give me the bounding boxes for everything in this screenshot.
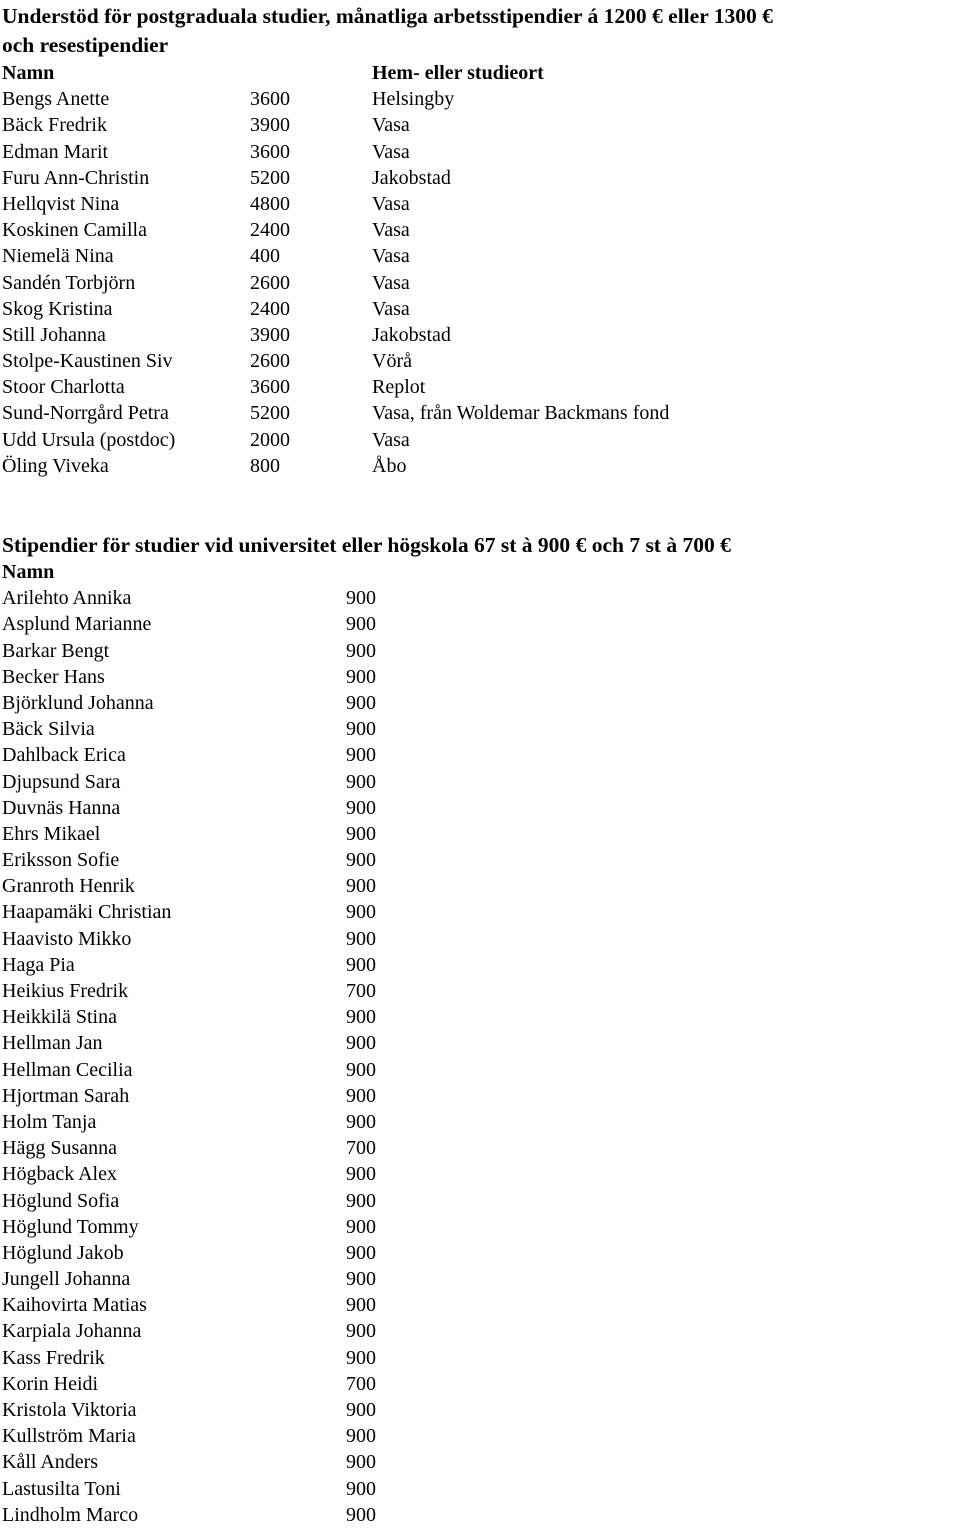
table-row [2, 322, 958, 348]
recipient-name: Kristola Viktoria [2, 1399, 137, 1421]
recipient-name: Djupsund Sara [2, 770, 121, 793]
stipend-amount: 900 [346, 796, 376, 819]
recipient-name: Jungell Johanna [2, 1268, 131, 1291]
table-row [2, 165, 958, 191]
table-row [2, 847, 958, 873]
home-place: Helsingby [372, 88, 455, 111]
home-place: Vasa, från Woldemar Backmans fond [372, 402, 670, 425]
recipient-name: Bengs Anette [2, 88, 110, 111]
recipient-name: Hägg Susanna [2, 1137, 117, 1160]
home-place: Vasa [372, 140, 410, 163]
stipend-amount: 5200 [250, 402, 290, 425]
table-row [2, 769, 958, 795]
table-row [2, 1004, 958, 1030]
stipend-amount: 900 [346, 744, 376, 767]
table-row [2, 1449, 958, 1475]
section2-list [2, 585, 958, 1528]
table-row [2, 86, 958, 112]
recipient-name: Bäck Silvia [2, 718, 95, 741]
table-row [2, 742, 958, 768]
header-name: Namn [2, 62, 55, 84]
recipient-name: Dahlback Erica [2, 744, 126, 767]
recipient-name: Heikkilä Stina [2, 1006, 117, 1029]
table-row [2, 1292, 958, 1318]
table-row [2, 1057, 958, 1083]
recipient-name: Udd Ursula (postdoc) [2, 428, 176, 451]
table-row [2, 638, 958, 664]
stipend-amount: 900 [346, 1320, 376, 1343]
table-row [2, 1345, 958, 1371]
table-row [2, 400, 958, 426]
stipend-amount: 900 [346, 953, 376, 976]
recipient-name: Korin Heidi [2, 1372, 99, 1395]
stipend-amount: 2400 [250, 219, 290, 242]
stipend-amount: 5200 [250, 166, 290, 189]
stipend-amount: 3600 [250, 376, 290, 399]
table-row [2, 112, 958, 138]
stipend-amount: 900 [346, 1110, 376, 1133]
stipend-amount: 900 [346, 665, 376, 688]
recipient-name: Asplund Marianne [2, 613, 152, 636]
stipend-amount: 900 [346, 718, 376, 741]
recipient-name: Holm Tanja [2, 1110, 97, 1133]
table-row [2, 873, 958, 899]
stipend-amount: 2000 [250, 428, 290, 451]
recipient-name: Hjortman Sarah [2, 1084, 130, 1107]
recipient-name: Höglund Tommy [2, 1215, 139, 1238]
table-row [2, 1161, 958, 1187]
table-row [2, 1318, 958, 1344]
recipient-name: Ehrs Mikael [2, 822, 101, 845]
stipend-amount: 2400 [250, 297, 290, 320]
table-row [2, 1371, 958, 1397]
stipend-amount: 900 [346, 927, 376, 950]
recipient-name: Eriksson Sofie [2, 849, 120, 872]
stipend-amount: 900 [346, 1425, 376, 1448]
section2-title-b: och 7 st à 700 [591, 533, 715, 557]
stipend-amount: 900 [346, 1477, 376, 1500]
recipient-name: Skog Kristina [2, 297, 113, 320]
home-place: Replot [372, 376, 426, 399]
stipend-amount: 900 [346, 1294, 376, 1317]
table-row [2, 1030, 958, 1056]
home-place: Vasa [372, 428, 410, 451]
stipend-amount: 4800 [250, 192, 290, 215]
recipient-name: Lindholm Marco [2, 1503, 139, 1526]
stipend-amount: 2600 [250, 350, 290, 373]
stipend-amount: 700 [346, 1137, 376, 1160]
recipient-name: Björklund Johanna [2, 691, 154, 714]
home-place: Vasa [372, 271, 410, 294]
stipend-amount: 900 [346, 639, 376, 662]
recipient-name: Stolpe-Kaustinen Siv [2, 350, 173, 373]
recipient-name: Högback Alex [2, 1163, 117, 1186]
recipient-name: Lastusilta Toni [2, 1477, 121, 1500]
recipient-name: Kass Fredrik [2, 1346, 105, 1369]
header-name: Namn [2, 561, 55, 583]
recipient-name: Bäck Fredrik [2, 114, 107, 137]
recipient-name: Kaihovirta Matias [2, 1294, 147, 1317]
table-row [2, 1135, 958, 1161]
stipend-amount: 900 [346, 1503, 376, 1526]
home-place: Vasa [372, 245, 410, 268]
table-row [2, 952, 958, 978]
recipient-name: Karpiala Johanna [2, 1320, 142, 1343]
stipend-amount: 900 [346, 849, 376, 872]
table-row [2, 1083, 958, 1109]
home-place: Jakobstad [372, 323, 451, 346]
recipient-name: Haavisto Mikko [2, 927, 132, 950]
home-place: Åbo [372, 454, 407, 477]
table-row [2, 795, 958, 821]
recipient-name: Duvnäs Hanna [2, 796, 121, 819]
table-row [2, 716, 958, 742]
table-row [2, 585, 958, 611]
table-row [2, 899, 958, 925]
recipient-name: Öling Viveka [2, 454, 109, 477]
recipient-name: Stoor Charlotta [2, 376, 125, 399]
table-row [2, 690, 958, 716]
table-row [2, 217, 958, 243]
stipend-amount: 3900 [250, 114, 290, 137]
stipend-amount: 400 [250, 245, 280, 268]
table-row [2, 664, 958, 690]
section1-list [2, 86, 958, 479]
recipient-name: Kullström Maria [2, 1425, 136, 1448]
table-row [2, 1476, 958, 1502]
recipient-name: Granroth Henrik [2, 875, 135, 898]
table-row [2, 374, 958, 400]
recipient-name: Sund-Norrgård Petra [2, 402, 169, 425]
table-row [2, 1109, 958, 1135]
section1-title-line1: Understöd för postgraduala studier, månatliga arbetsstipendier á 1200 [2, 4, 647, 28]
header-place: Hem- eller studieort [372, 62, 544, 84]
stipend-amount: 900 [346, 875, 376, 898]
table-row [2, 1397, 958, 1423]
stipend-amount: 900 [346, 822, 376, 845]
stipend-amount: 900 [346, 613, 376, 636]
stipend-amount: 900 [346, 1032, 376, 1055]
stipend-amount: 700 [346, 1372, 376, 1395]
table-row [2, 270, 958, 296]
recipient-name: Kåll Anders [2, 1451, 99, 1474]
stipend-amount: 900 [346, 1268, 376, 1291]
table-row [2, 191, 958, 217]
recipient-name: Barkar Bengt [2, 639, 110, 662]
home-place: Vasa [372, 219, 410, 242]
table-row [2, 348, 958, 374]
table-row [2, 611, 958, 637]
euro-symbol: € [762, 4, 773, 28]
stipend-amount: 3900 [250, 323, 290, 346]
section1-title [2, 0, 958, 60]
euro-symbol: € [652, 4, 663, 28]
stipend-amount: 3600 [250, 140, 290, 163]
recipient-name: Hellman Jan [2, 1032, 103, 1055]
section1-header-row [2, 60, 958, 86]
table-row [2, 926, 958, 952]
stipend-amount: 3600 [250, 88, 290, 111]
recipient-name: Becker Hans [2, 665, 105, 688]
table-row [2, 453, 958, 479]
table-row [2, 1423, 958, 1449]
section1-title-mid: eller 1300 [668, 4, 757, 28]
section2-header-row [2, 559, 958, 585]
table-row [2, 1240, 958, 1266]
recipient-name: Sandén Torbjörn [2, 271, 136, 294]
stipend-amount: 900 [346, 901, 376, 924]
recipient-name: Still Johanna [2, 323, 106, 346]
stipend-amount: 900 [346, 1006, 376, 1029]
table-row [2, 1502, 958, 1528]
recipient-name: Heikius Fredrik [2, 980, 129, 1002]
section2-title [2, 531, 958, 559]
recipient-name: Höglund Sofia [2, 1189, 120, 1212]
section-spacer [2, 479, 958, 531]
euro-symbol: € [575, 533, 587, 557]
recipient-name: Haapamäki Christian [2, 901, 172, 924]
stipend-amount: 900 [346, 1399, 376, 1421]
stipend-amount: 900 [346, 1189, 376, 1212]
recipient-name: Edman Marit [2, 140, 109, 163]
recipient-name: Hellman Cecilia [2, 1058, 133, 1081]
home-place: Vasa [372, 297, 410, 320]
recipient-name: Hellqvist Nina [2, 192, 120, 215]
recipient-name: Koskinen Camilla [2, 219, 147, 242]
euro-symbol: € [720, 533, 731, 557]
section2-title-a: Stipendier för studier vid universitet eller högskola 67 st à 900 [2, 533, 571, 557]
table-row [2, 296, 958, 322]
home-place: Vörå [372, 350, 412, 373]
recipient-name: Haga Pia [2, 953, 75, 976]
section1-title-line2: och resestipendier [2, 33, 169, 57]
table-row [2, 1188, 958, 1214]
table-row [2, 978, 958, 1004]
stipend-amount: 900 [346, 587, 376, 610]
stipend-amount: 900 [346, 1241, 376, 1264]
recipient-name: Höglund Jakob [2, 1241, 124, 1264]
stipend-amount: 900 [346, 1346, 376, 1369]
home-place: Vasa [372, 192, 410, 215]
stipend-amount: 900 [346, 1215, 376, 1238]
table-row [2, 821, 958, 847]
stipend-amount: 900 [346, 1163, 376, 1186]
stipend-amount: 800 [250, 454, 280, 477]
stipend-amount: 900 [346, 770, 376, 793]
table-row [2, 243, 958, 269]
stipend-amount: 900 [346, 691, 376, 714]
stipend-amount: 2600 [250, 271, 290, 294]
stipend-amount: 700 [346, 980, 376, 1002]
recipient-name: Furu Ann-Christin [2, 166, 150, 189]
table-row [2, 1214, 958, 1240]
home-place: Jakobstad [372, 166, 451, 189]
stipend-amount: 900 [346, 1451, 376, 1474]
home-place: Vasa [372, 114, 410, 137]
stipend-amount: 900 [346, 1058, 376, 1081]
document-page [2, 0, 958, 1528]
table-row [2, 427, 958, 453]
stipend-amount: 900 [346, 1084, 376, 1107]
recipient-name: Arilehto Annika [2, 587, 132, 610]
table-row [2, 139, 958, 165]
recipient-name: Niemelä Nina [2, 245, 114, 268]
table-row [2, 1266, 958, 1292]
